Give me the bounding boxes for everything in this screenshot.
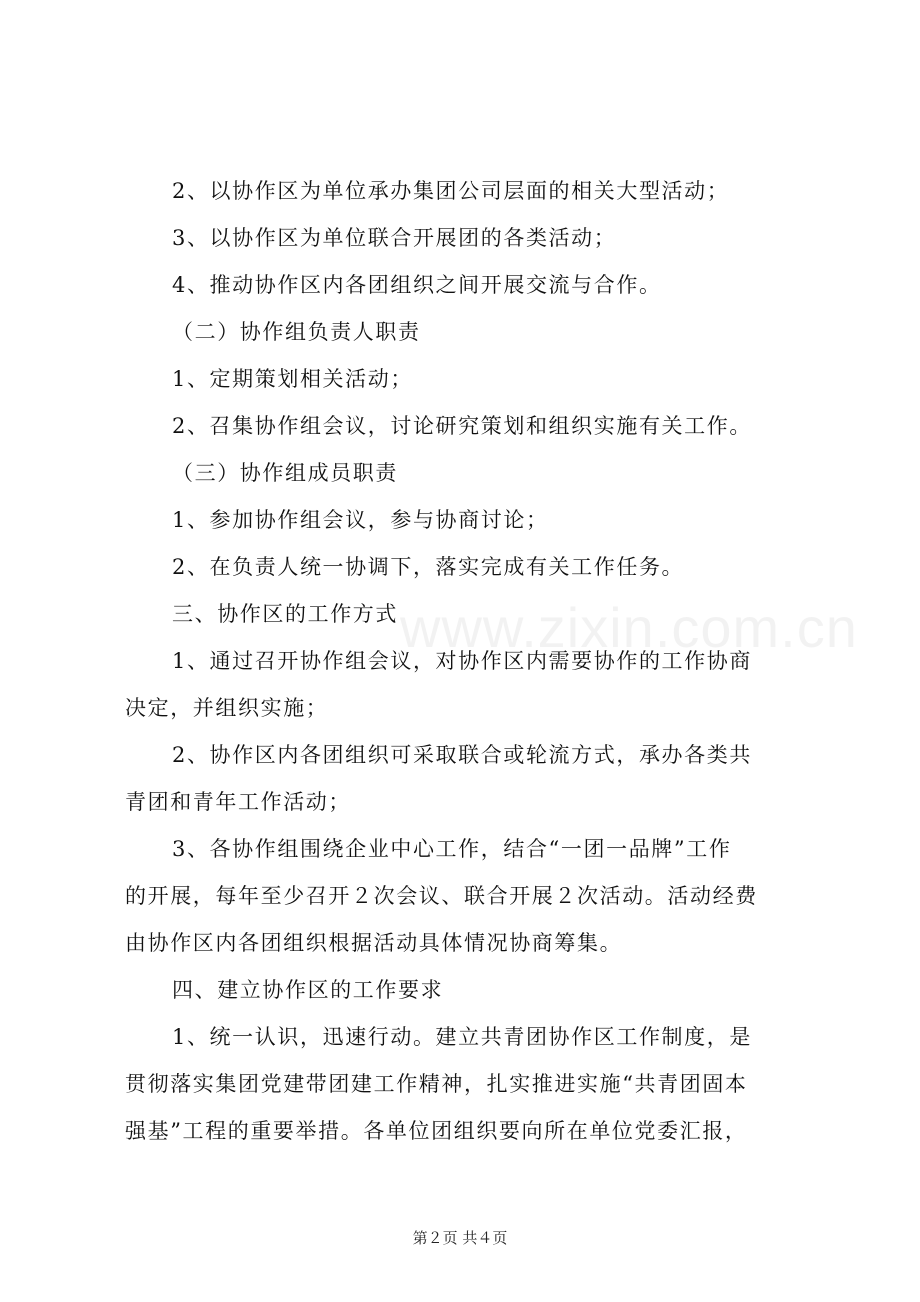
paragraph-line: 强基”工程的重要举措。各单位团组织要向所在单位党委汇报，	[125, 1119, 748, 1143]
paragraph-line: 1、参加协作组会议，参与协商讨论；	[172, 508, 549, 532]
section-heading: 四、建立协作区的工作要求	[172, 978, 444, 1002]
paragraph-line: 2、协作区内各团组织可采取联合或轮流方式，承办各类共	[172, 743, 752, 767]
paragraph-line: 3、各协作组围绕企业中心工作，结合“一团一品牌”工作	[172, 837, 732, 861]
paragraph-line: 2、以协作区为单位承办集团公司层面的相关大型活动；	[172, 179, 730, 203]
paragraph-line: 2、在负责人统一协调下，落实完成有关工作任务。	[172, 555, 685, 579]
paragraph-line: 3、以协作区为单位联合开展团的各类活动；	[172, 226, 617, 250]
paragraph-line: 2、召集协作组会议，讨论研究策划和组织实施有关工作。	[172, 414, 752, 438]
paragraph-line: 由协作区内各团组织根据活动具体情况协商筹集。	[125, 931, 623, 955]
paragraph-line: 1、统一认识，迅速行动。建立共青团协作区工作制度，是	[172, 1025, 752, 1049]
paragraph-line: 青团和青年工作活动；	[125, 790, 351, 814]
paragraph-line: 4、推动协作区内各团组织之间开展交流与合作。	[172, 273, 662, 297]
section-heading: 三、协作区的工作方式	[172, 602, 398, 626]
section-heading: （二）协作组负责人职责	[172, 320, 421, 344]
paragraph-line: 的开展，每年至少召开２次会议、联合开展２次活动。活动经费	[125, 884, 758, 908]
paragraph-line: 1、定期策划相关活动；	[172, 367, 413, 391]
page-footer: 第２页 共４页	[412, 1229, 508, 1247]
paragraph-line: 决定，并组织实施；	[125, 696, 329, 720]
section-heading: （三）协作组成员职责	[172, 461, 398, 485]
paragraph-line: 1、通过召开协作组会议，对协作区内需要协作的工作协商	[172, 649, 752, 673]
watermark: www.zixin.com.cn	[400, 596, 858, 659]
paragraph-line: 贯彻落实集团党建带团建工作精神，扎实推进实施“共青团固本	[125, 1072, 748, 1096]
